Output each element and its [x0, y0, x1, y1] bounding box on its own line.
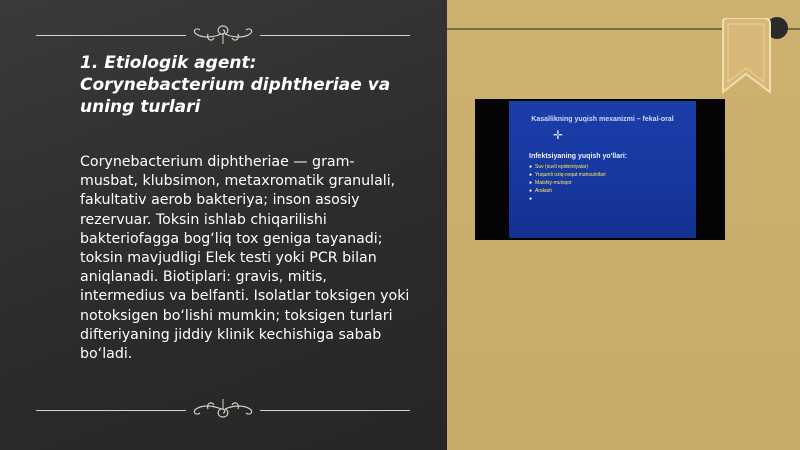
list-item: ● Suv (suvli epidemiyalar) — [529, 164, 589, 170]
list-item: ● Maishiy-muloqot — [529, 180, 572, 186]
sparkle-icon: ✛ — [553, 128, 564, 142]
scroll-flourish-icon — [188, 22, 258, 46]
list-item: ● Yuqumli oziq-ovqat mahsulotlari — [529, 172, 606, 178]
slide-body-text: Corynebacterium diphtheriae — gram-musbat, klubsimon, metaxromatik granulali, fakultativ aerob bakteriya; inson asosiy rezervuar. Toksin ishlab chiqarilishi bakteriofagga bog‘liq tox geniga tayanadi; toksin mavjudligi Elek testi yoki PCR bilan aniqlanadi. Biotiplari: gravis, mitis, intermedius va belfanti. Isolatlar toksigen yoki notoksigen bo‘lishi mumkin; toksigen turlari difteriyaning jiddiy klinik kechishiga sabab bo‘ladi. — [80, 154, 410, 363]
embedded-slide-subtitle: Infektsiyaning yuqish yo'llari: — [529, 153, 628, 160]
top-divider — [36, 30, 410, 42]
list-item: ● — [529, 196, 533, 202]
scroll-flourish-icon — [188, 397, 258, 421]
embedded-slide-list — [529, 163, 694, 203]
bottom-divider — [36, 405, 410, 417]
embedded-slide-image — [475, 99, 725, 240]
slide-title: 1. Etiologik agent: Corynebacterium diphtheriae va uning turlari — [80, 53, 391, 117]
bookmark-ribbon-icon — [720, 18, 772, 96]
embedded-slide-title: Kasallikning yuqish mexanizmi – fekal-oral — [531, 116, 674, 123]
embedded-slide-background — [509, 101, 696, 238]
list-item: ● Aralash — [529, 188, 552, 194]
